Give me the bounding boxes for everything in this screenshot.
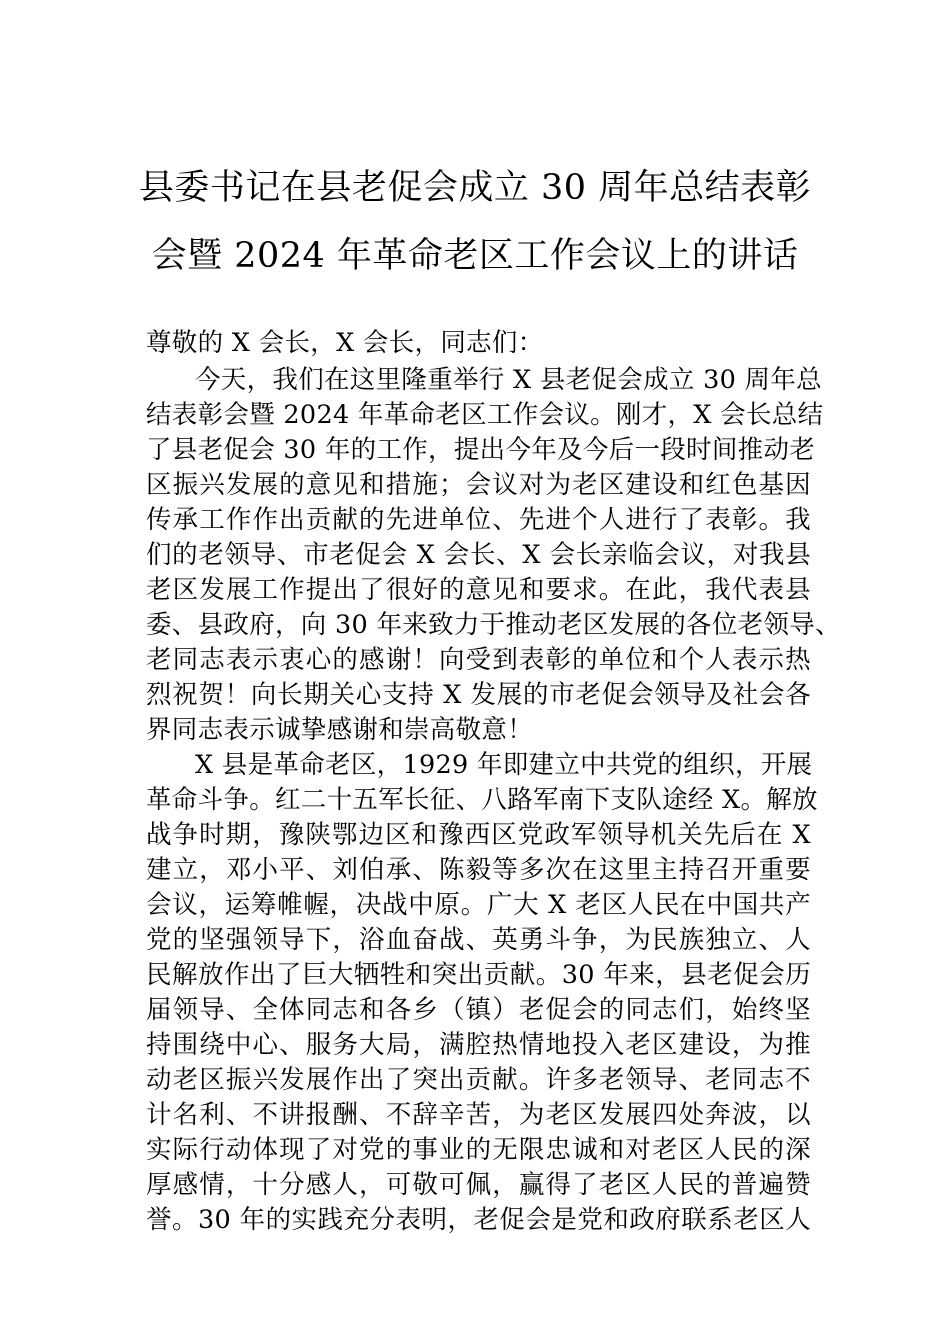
paragraph-1-line: 烈祝贺！向长期关心支持 X 发展的市老促会领导及社会各 [146, 680, 811, 710]
paragraph-1-line: 了县老促会 30 年的工作，提出今年及今后一段时间推动老 [146, 435, 816, 465]
paragraph-2-line: 实际行动体现了对党的事业的无限忠诚和对老区人民的深 [146, 1135, 811, 1165]
paragraph-1-line: 今天，我们在这里隆重举行 X 县老促会成立 30 周年总 [195, 365, 822, 395]
paragraph-2-line: 革命斗争。红二十五军长征、八路军南下支队途经 X。解放 [146, 785, 818, 815]
paragraph-2-line: 民解放作出了巨大牺牲和突出贡献。30 年来，县老促会历 [146, 960, 811, 990]
paragraph-2-line: 誉。30 年的实践充分表明，老促会是党和政府联系老区人 [146, 1205, 811, 1235]
paragraph-2-line: 会议，运筹帷幄，决战中原。广大 X 老区人民在中国共产 [146, 890, 811, 920]
paragraph-2-line: 厚感情，十分感人，可敬可佩，赢得了老区人民的普遍赞 [146, 1170, 811, 1200]
salutation: 尊敬的 X 会长，X 会长，同志们： [146, 328, 544, 358]
paragraph-1-line: 结表彰会暨 2024 年革命老区工作会议。刚才，X 会长总结 [146, 400, 824, 430]
paragraph-1-line: 区振兴发展的意见和措施；会议对为老区建设和红色基因 [146, 470, 811, 500]
paragraph-2-line: 党的坚强领导下，浴血奋战、英勇斗争，为民族独立、人 [146, 925, 811, 955]
document-title-line-1: 县委书记在县老促会成立 30 周年总结表彰 [138, 168, 812, 208]
paragraph-1-line: 委、县政府，向 30 年来致力于推动老区发展的各位老领导、 [146, 610, 841, 640]
document-title-line-2: 会暨 2024 年革命老区工作会议上的讲话 [151, 236, 799, 276]
paragraph-2-line: X 县是革命老区，1929 年即建立中共党的组织，开展 [195, 750, 813, 780]
paragraph-2-line: 持围绕中心、服务大局，满腔热情地投入老区建设，为推 [146, 1030, 811, 1060]
paragraph-2-line: 建立，邓小平、刘伯承、陈毅等多次在这里主持召开重要 [146, 855, 811, 885]
paragraph-1-line: 传承工作作出贡献的先进单位、先进个人进行了表彰。我 [146, 505, 811, 535]
paragraph-1-line: 们的老领导、市老促会 X 会长、X 会长亲临会议，对我县 [146, 540, 811, 570]
paragraph-2-line: 战争时期，豫陕鄂边区和豫西区党政军领导机关先后在 X [146, 820, 811, 850]
paragraph-2-line: 动老区振兴发展作出了突出贡献。许多老领导、老同志不 [146, 1065, 811, 1095]
paragraph-1-line: 老区发展工作提出了很好的意见和要求。在此，我代表县 [146, 575, 811, 605]
paragraph-2-line: 届领导、全体同志和各乡（镇）老促会的同志们，始终坚 [146, 995, 811, 1025]
paragraph-2-line: 计名利、不讲报酬、不辞辛苦，为老区发展四处奔波，以 [146, 1100, 811, 1130]
paragraph-1-line: 老同志表示衷心的感谢！向受到表彰的单位和个人表示热 [146, 645, 811, 675]
paragraph-1-line: 界同志表示诚挚感谢和崇高敬意！ [146, 715, 534, 745]
